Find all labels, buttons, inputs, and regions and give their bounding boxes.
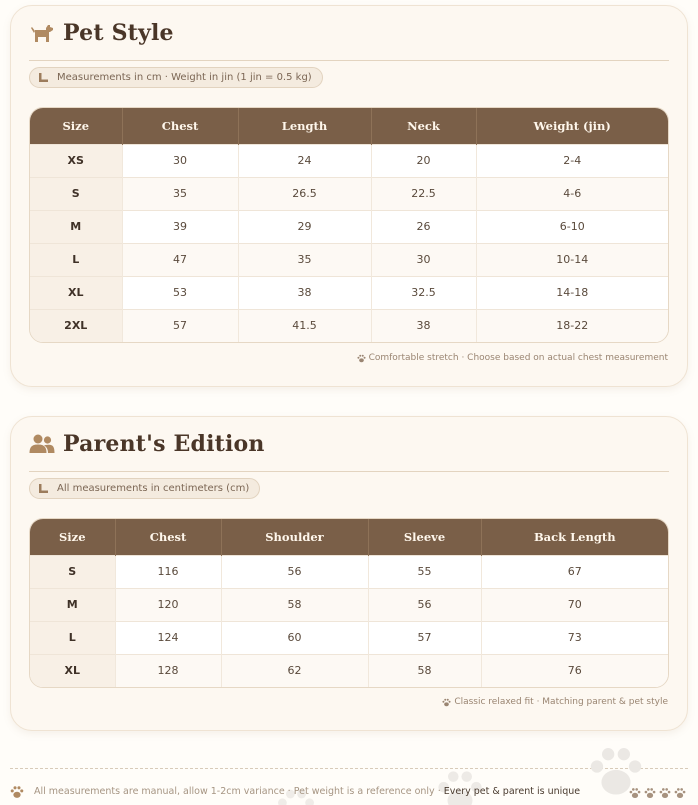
table-cell: 73 [481,621,668,654]
parent-units-note-text: All measurements in centimeters (cm) [57,483,250,494]
footer-tagline: Every pet & parent is unique [443,786,581,797]
table-cell: 35 [122,177,238,210]
table-cell: 38 [371,309,476,342]
parent-card-title: Parent's Edition [63,431,265,457]
table-cell: 38 [238,276,371,309]
table-cell: 10-14 [476,243,668,276]
table-cell: 24 [238,144,371,177]
table-cell: 14-18 [476,276,668,309]
size-cell: XS [30,144,122,177]
paw-icon [644,784,656,803]
table-header-row [30,108,668,144]
table-cell: 39 [122,210,238,243]
table-row [30,654,668,687]
table-cell: 30 [122,144,238,177]
table-cell: 47 [122,243,238,276]
table-header-row [30,519,668,555]
dog-icon [29,20,55,46]
size-cell: M [30,588,115,621]
footer-disclaimer [34,786,580,797]
size-cell: XL [30,276,122,309]
table-cell: 67 [481,555,668,588]
table-cell: 32.5 [371,276,476,309]
pet-card-header [29,6,669,61]
column-header-shoulder: Shoulder [221,519,368,555]
table-cell: 2-4 [476,144,668,177]
pet-card-title: Pet Style [63,20,174,46]
pet-size-card [10,5,688,387]
pet-fit-footnote [357,353,668,363]
column-header-sleeve: Sleeve [368,519,481,555]
table-cell: 41.5 [238,309,371,342]
table-cell: 58 [368,654,481,687]
table-cell: 60 [221,621,368,654]
paw-icon [442,698,451,707]
column-header-chest: Chest [122,108,238,144]
table-cell: 124 [115,621,221,654]
table-cell: 35 [238,243,371,276]
parent-fit-footnote [442,697,668,707]
table-cell: 20 [371,144,476,177]
table-cell: 53 [122,276,238,309]
pet-units-note-text: Measurements in cm · Weight in jin (1 jin = 0.5 kg) [57,72,312,83]
table-row [30,210,668,243]
table-cell: 18-22 [476,309,668,342]
parent-size-table [30,519,668,687]
table-cell: 116 [115,555,221,588]
parent-card-header [29,417,669,472]
paw-icon [629,784,641,803]
table-cell: 56 [368,588,481,621]
paw-icon [674,784,686,803]
table-cell: 62 [221,654,368,687]
pet-fit-footnote-text: Comfortable stretch · Choose based on actual chest measurement [368,353,668,363]
pet-size-table [30,108,668,342]
size-cell: M [30,210,122,243]
parent-size-card [10,416,688,731]
table-row [30,243,668,276]
size-cell: L [30,621,115,654]
size-cell: 2XL [30,309,122,342]
table-row [30,621,668,654]
table-cell: 56 [221,555,368,588]
table-cell: 128 [115,654,221,687]
pet-units-note [29,67,323,88]
footer-disclaimer-text: All measurements are manual, allow 1-2cm variance · Pet weight is a reference only · [34,786,444,797]
footer-divider [10,768,688,769]
table-cell: 30 [371,243,476,276]
table-cell: 4-6 [476,177,668,210]
size-cell: S [30,555,115,588]
size-cell: L [30,243,122,276]
ruler-icon [38,483,49,494]
table-cell: 70 [481,588,668,621]
table-cell: 57 [122,309,238,342]
table-row [30,177,668,210]
size-cell: S [30,177,122,210]
column-header-weight: Weight (jin) [476,108,668,144]
column-header-size: Size [30,519,115,555]
table-cell: 55 [368,555,481,588]
paw-icon [10,784,24,803]
table-cell: 76 [481,654,668,687]
footer-paw-row [629,784,686,803]
table-row [30,276,668,309]
table-row [30,588,668,621]
column-header-length: Length [238,108,371,144]
parent-units-note [29,478,260,499]
table-cell: 6-10 [476,210,668,243]
table-cell: 26.5 [238,177,371,210]
users-icon [29,431,55,457]
table-row [30,309,668,342]
table-row [30,555,668,588]
column-header-back-length: Back Length [481,519,668,555]
table-row [30,144,668,177]
table-cell: 29 [238,210,371,243]
table-cell: 120 [115,588,221,621]
paw-icon [357,354,366,363]
table-cell: 22.5 [371,177,476,210]
table-cell: 57 [368,621,481,654]
column-header-chest: Chest [115,519,221,555]
column-header-size: Size [30,108,122,144]
table-cell: 58 [221,588,368,621]
pet-size-table-wrap [29,107,669,343]
size-cell: XL [30,654,115,687]
parent-fit-footnote-text: Classic relaxed fit · Matching parent & pet style [454,697,668,707]
paw-icon [659,784,671,803]
table-cell: 26 [371,210,476,243]
column-header-neck: Neck [371,108,476,144]
parent-size-table-wrap [29,518,669,688]
ruler-icon [38,72,49,83]
